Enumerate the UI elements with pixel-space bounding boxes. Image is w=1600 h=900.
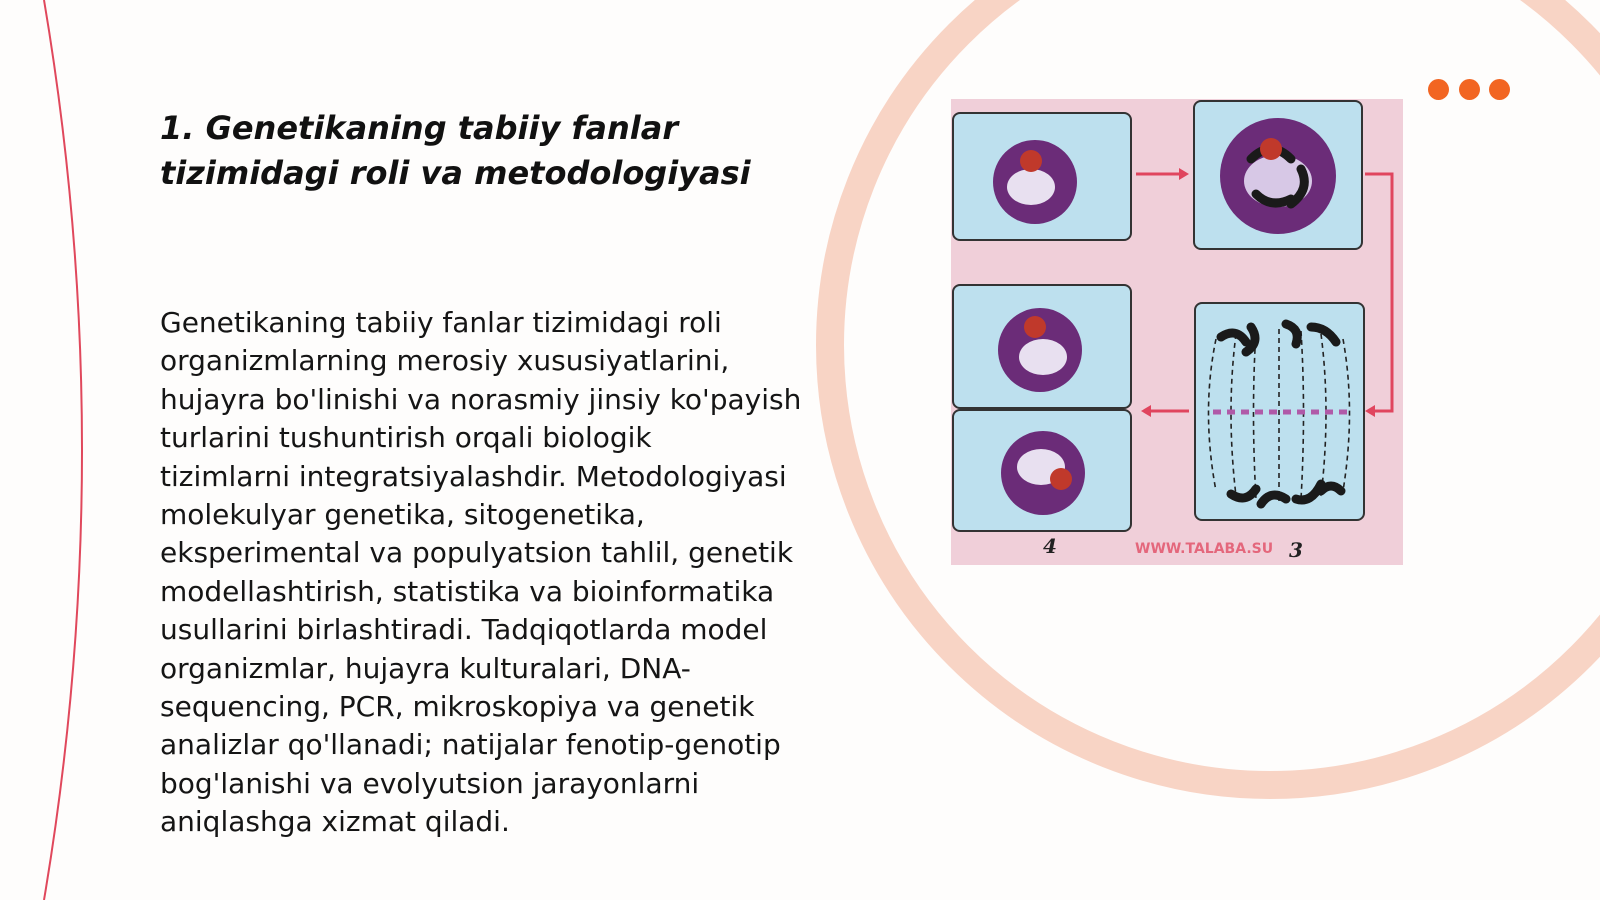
cell-division-figure bbox=[951, 99, 1403, 565]
figure-label-4: 4 bbox=[1043, 534, 1057, 558]
dot-3 bbox=[1489, 79, 1510, 100]
left-border-line bbox=[44, 0, 82, 900]
cell-panel-2 bbox=[1194, 101, 1362, 249]
cell-panel-4b bbox=[953, 410, 1131, 531]
slide-title: 1. Genetikaning tabiiy fanlar tizimidagi roli va metodologiyasi bbox=[160, 109, 751, 192]
cell-panel-3 bbox=[1195, 303, 1364, 520]
figure-label-3: 3 bbox=[1289, 538, 1303, 562]
figure-watermark: WWW.TALABA.SU bbox=[1135, 541, 1274, 557]
dot-2 bbox=[1459, 79, 1480, 100]
dot-1 bbox=[1428, 79, 1449, 100]
cell-panel-4a bbox=[953, 285, 1131, 408]
slide-body-text: Genetikaning tabiiy fanlar tizimidagi roli organizmlarning merosiy xususiyatlarini, hujayra bo'linishi va norasmiy jinsiy ko'payish turlarini tushuntirish orqali biologik tizimlarni integratsiyalashdir. Metodologiyasi molekulyar genetika, sitogenetika, eksperimental va populyatsion tahlil, genetik modellashtirish, statistika va bioinformatika usullarini birlashtiradi. Tadqiqotlarda model organizmlar, hujayra kulturalari, DNA- sequencing, PCR, mikroskopiya va genetik analizlar qo'llanadi; natijalar fenotip-genotip bog'lanishi va evolyutsion jarayonlarni aniqlashga xizmat qiladi. bbox=[160, 306, 802, 839]
cell-panel-1 bbox=[953, 113, 1131, 240]
more-dots-icon bbox=[1428, 79, 1510, 101]
